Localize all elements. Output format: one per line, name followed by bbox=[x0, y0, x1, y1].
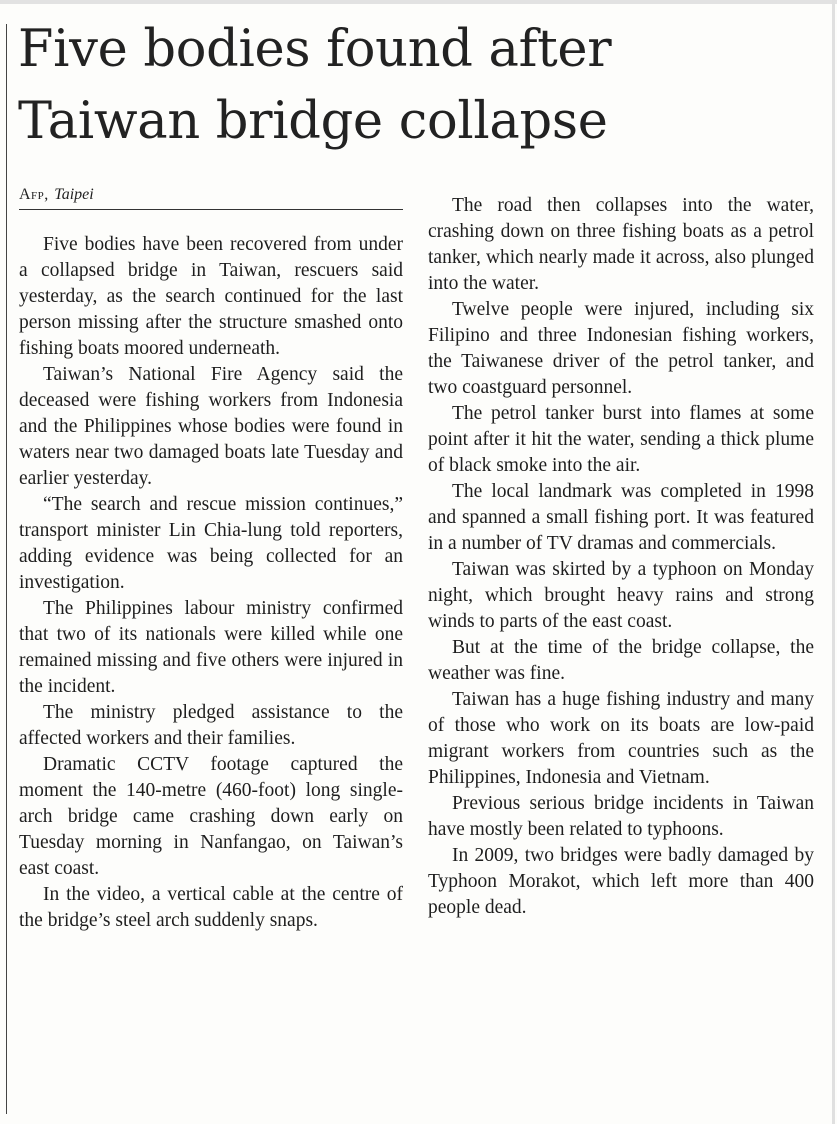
paragraph: Twelve people were injured, including six Filipino and three Indonesian fishing workers, the Taiwanese driver of the petrol tanker, and two coastguard personnel. bbox=[428, 299, 814, 398]
paragraph: Five bodies have been recovered from under a collapsed bridge in Taiwan, rescuers said yesterday, as the search continued for the last person missing after the structure smashed onto fishing boats moored underneath. bbox=[19, 234, 403, 359]
byline-agency: Afp bbox=[19, 186, 45, 203]
paragraph: The petrol tanker burst into flames at some point after it hit the water, sending a thick plume of black smoke into the air. bbox=[428, 403, 814, 476]
headline bbox=[18, 14, 778, 158]
top-border bbox=[0, 0, 837, 4]
paragraph: Previous serious bridge incidents in Taiwan have mostly been related to typhoons. bbox=[428, 793, 814, 840]
paragraph: But at the time of the bridge collapse, the weather was fine. bbox=[428, 637, 814, 684]
paragraph: Dramatic CCTV footage captured the moment the 140-metre (460-foot) long single-arch bridge came crashing down early on Tuesday morning in Nanfangao, on Taiwan’s east coast. bbox=[19, 754, 403, 879]
right-border bbox=[832, 0, 835, 1124]
byline: Afp, Taipei bbox=[19, 186, 403, 210]
paragraph: Taiwan was skirted by a typhoon on Monday night, which brought heavy rains and strong winds to parts of the east coast. bbox=[428, 559, 814, 632]
paragraph: In 2009, two bridges were badly damaged by Typhoon Morakot, which left more than 400 people dead. bbox=[428, 845, 814, 918]
headline-line-1: Five bodies found after bbox=[18, 20, 612, 79]
paragraph: Taiwan’s National Fire Agency said the deceased were fishing workers from Indonesia and the Philippines whose bodies were found in waters near two damaged boats late Tuesday and earlier yesterday. bbox=[19, 364, 403, 489]
left-column-rule bbox=[6, 24, 7, 1114]
paragraph: The ministry pledged assistance to the affected workers and their families. bbox=[19, 702, 403, 749]
paragraph: Taiwan has a huge fishing industry and many of those who work on its boats are low-paid migrant workers from countries such as the Philippines, Indonesia and Vietnam. bbox=[428, 689, 814, 788]
byline-location: Taipei bbox=[54, 186, 94, 203]
paragraph: “The search and rescue mission continues,” transport minister Lin Chia-lung told reporters, adding evidence was being collected for an investigation. bbox=[19, 494, 403, 593]
headline-line-2: Taiwan bridge collapse bbox=[18, 92, 608, 151]
paragraph: The road then collapses into the water, crashing down on three fishing boats as a petrol tanker, which nearly made it across, also plunged into the water. bbox=[428, 195, 814, 294]
paragraph: The local landmark was completed in 1998 and spanned a small fishing port. It was featured in a number of TV dramas and commercials. bbox=[428, 481, 814, 554]
article-column-1 bbox=[19, 232, 403, 934]
paragraph: In the video, a vertical cable at the centre of the bridge’s steel arch suddenly snaps. bbox=[19, 884, 403, 931]
article-column-2 bbox=[428, 193, 814, 921]
paragraph: The Philippines labour ministry confirmed that two of its nationals were killed while one remained missing and five others were injured in the incident. bbox=[19, 598, 403, 697]
